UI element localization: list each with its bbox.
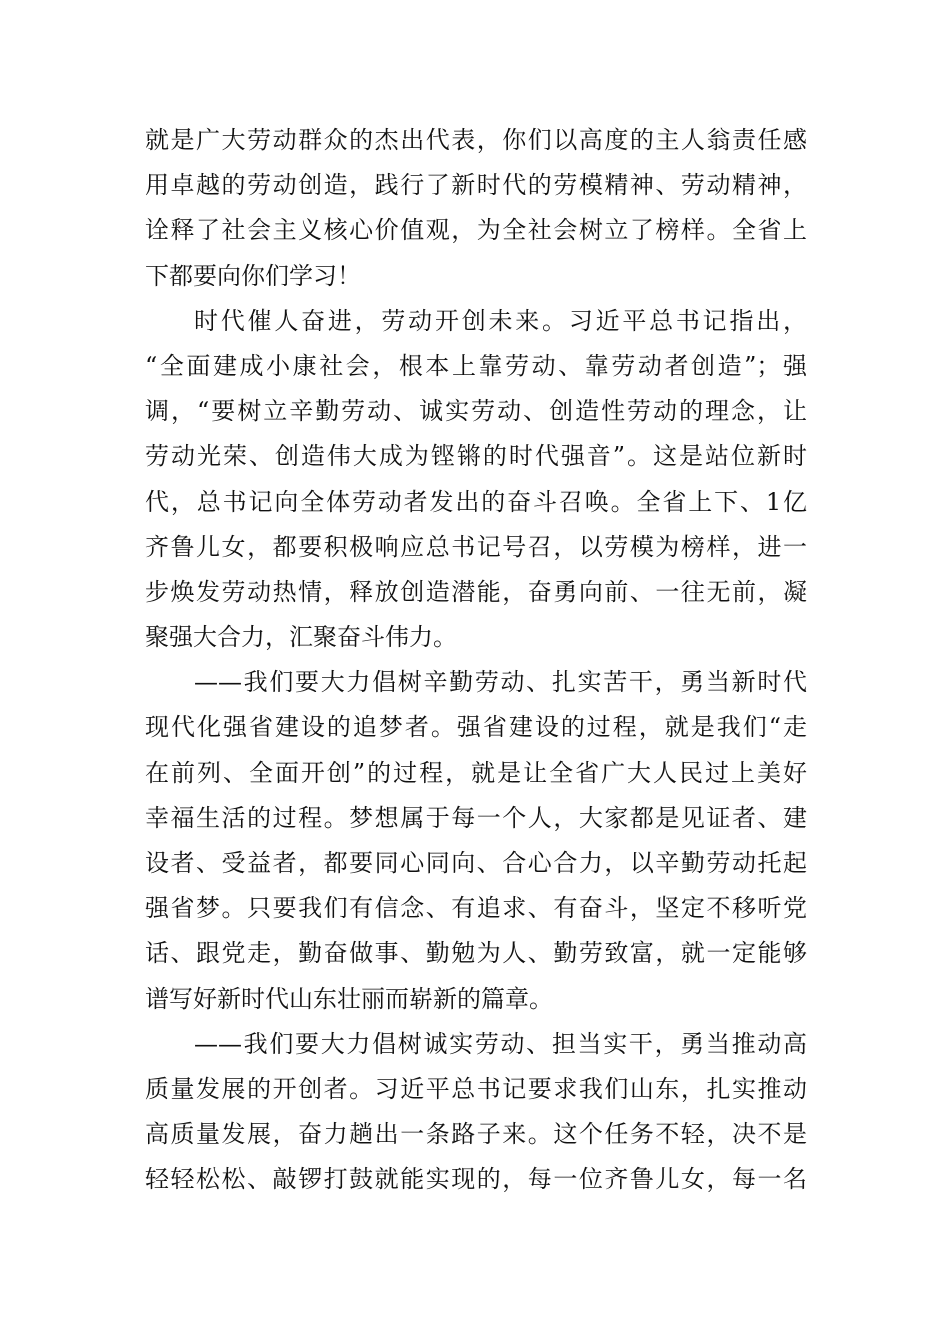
text-line: 设者、受益者，都要同心同向、合心合力，以辛勤劳动托起 [145, 849, 807, 877]
text-line: ——我们要大力倡树诚实劳动、担当实干，勇当推动高 [194, 1029, 807, 1058]
text-line: 强省梦。只要我们有信念、有追求、有奋斗，坚定不移听党 [145, 894, 807, 923]
text-line: 高质量发展，奋力趟出一条路子来。这个任务不轻，决不是 [145, 1120, 807, 1149]
text-line: 下都要向你们学习！ [145, 261, 361, 290]
text-line: 诠释了社会主义核心价值观，为全社会树立了榜样。全省上 [145, 216, 807, 245]
text-line: 就是广大劳动群众的杰出代表，你们以高度的主人翁责任感 [145, 126, 807, 154]
text-line: 在前列、全面开创”的过程，就是让全省广大人民过上美好 [145, 758, 807, 787]
text-line: 代，总书记向全体劳动者发出的奋斗召唤。全省上下、1亿 [145, 487, 807, 516]
text-line: ——我们要大力倡树辛勤劳动、扎实苦干，勇当新时代 [194, 668, 807, 697]
text-line: 轻轻松松、敲锣打鼓就能实现的，每一位齐鲁儿女，每一名 [145, 1165, 807, 1194]
text-line: 聚强大合力，汇聚奋斗伟力。 [145, 623, 457, 652]
text-line: “全面建成小康社会，根本上靠劳动、靠劳动者创造”；强 [145, 351, 807, 380]
text-line: 话、跟党走，勤奋做事、勤勉为人、勤劳致富，就一定能够 [145, 939, 807, 968]
document-body [145, 118, 807, 1203]
text-line: 用卓越的劳动创造，践行了新时代的劳模精神、劳动精神， [145, 171, 807, 200]
text-line: 调，“要树立辛勤劳动、诚实劳动、创造性劳动的理念，让 [145, 397, 807, 426]
text-line: 步焕发劳动热情，释放创造潜能，奋勇向前、一往无前，凝 [145, 577, 807, 606]
text-line: 齐鲁儿女，都要积极响应总书记号召，以劳模为榜样，进一 [145, 532, 807, 561]
text-line: 现代化强省建设的追梦者。强省建设的过程，就是我们“走 [145, 713, 807, 742]
text-line: 劳动光荣、创造伟大成为铿锵的时代强音”。这是站位新时 [145, 442, 807, 471]
text-line: 谱写好新时代山东壮丽而崭新的篇章。 [145, 984, 553, 1013]
text-line: 幸福生活的过程。梦想属于每一个人，大家都是见证者、建 [145, 803, 807, 832]
text-line: 质量发展的开创者。习近平总书记要求我们山东，扎实推动 [145, 1074, 807, 1103]
text-line: 时代催人奋进，劳动开创未来。习近平总书记指出， [194, 306, 807, 335]
